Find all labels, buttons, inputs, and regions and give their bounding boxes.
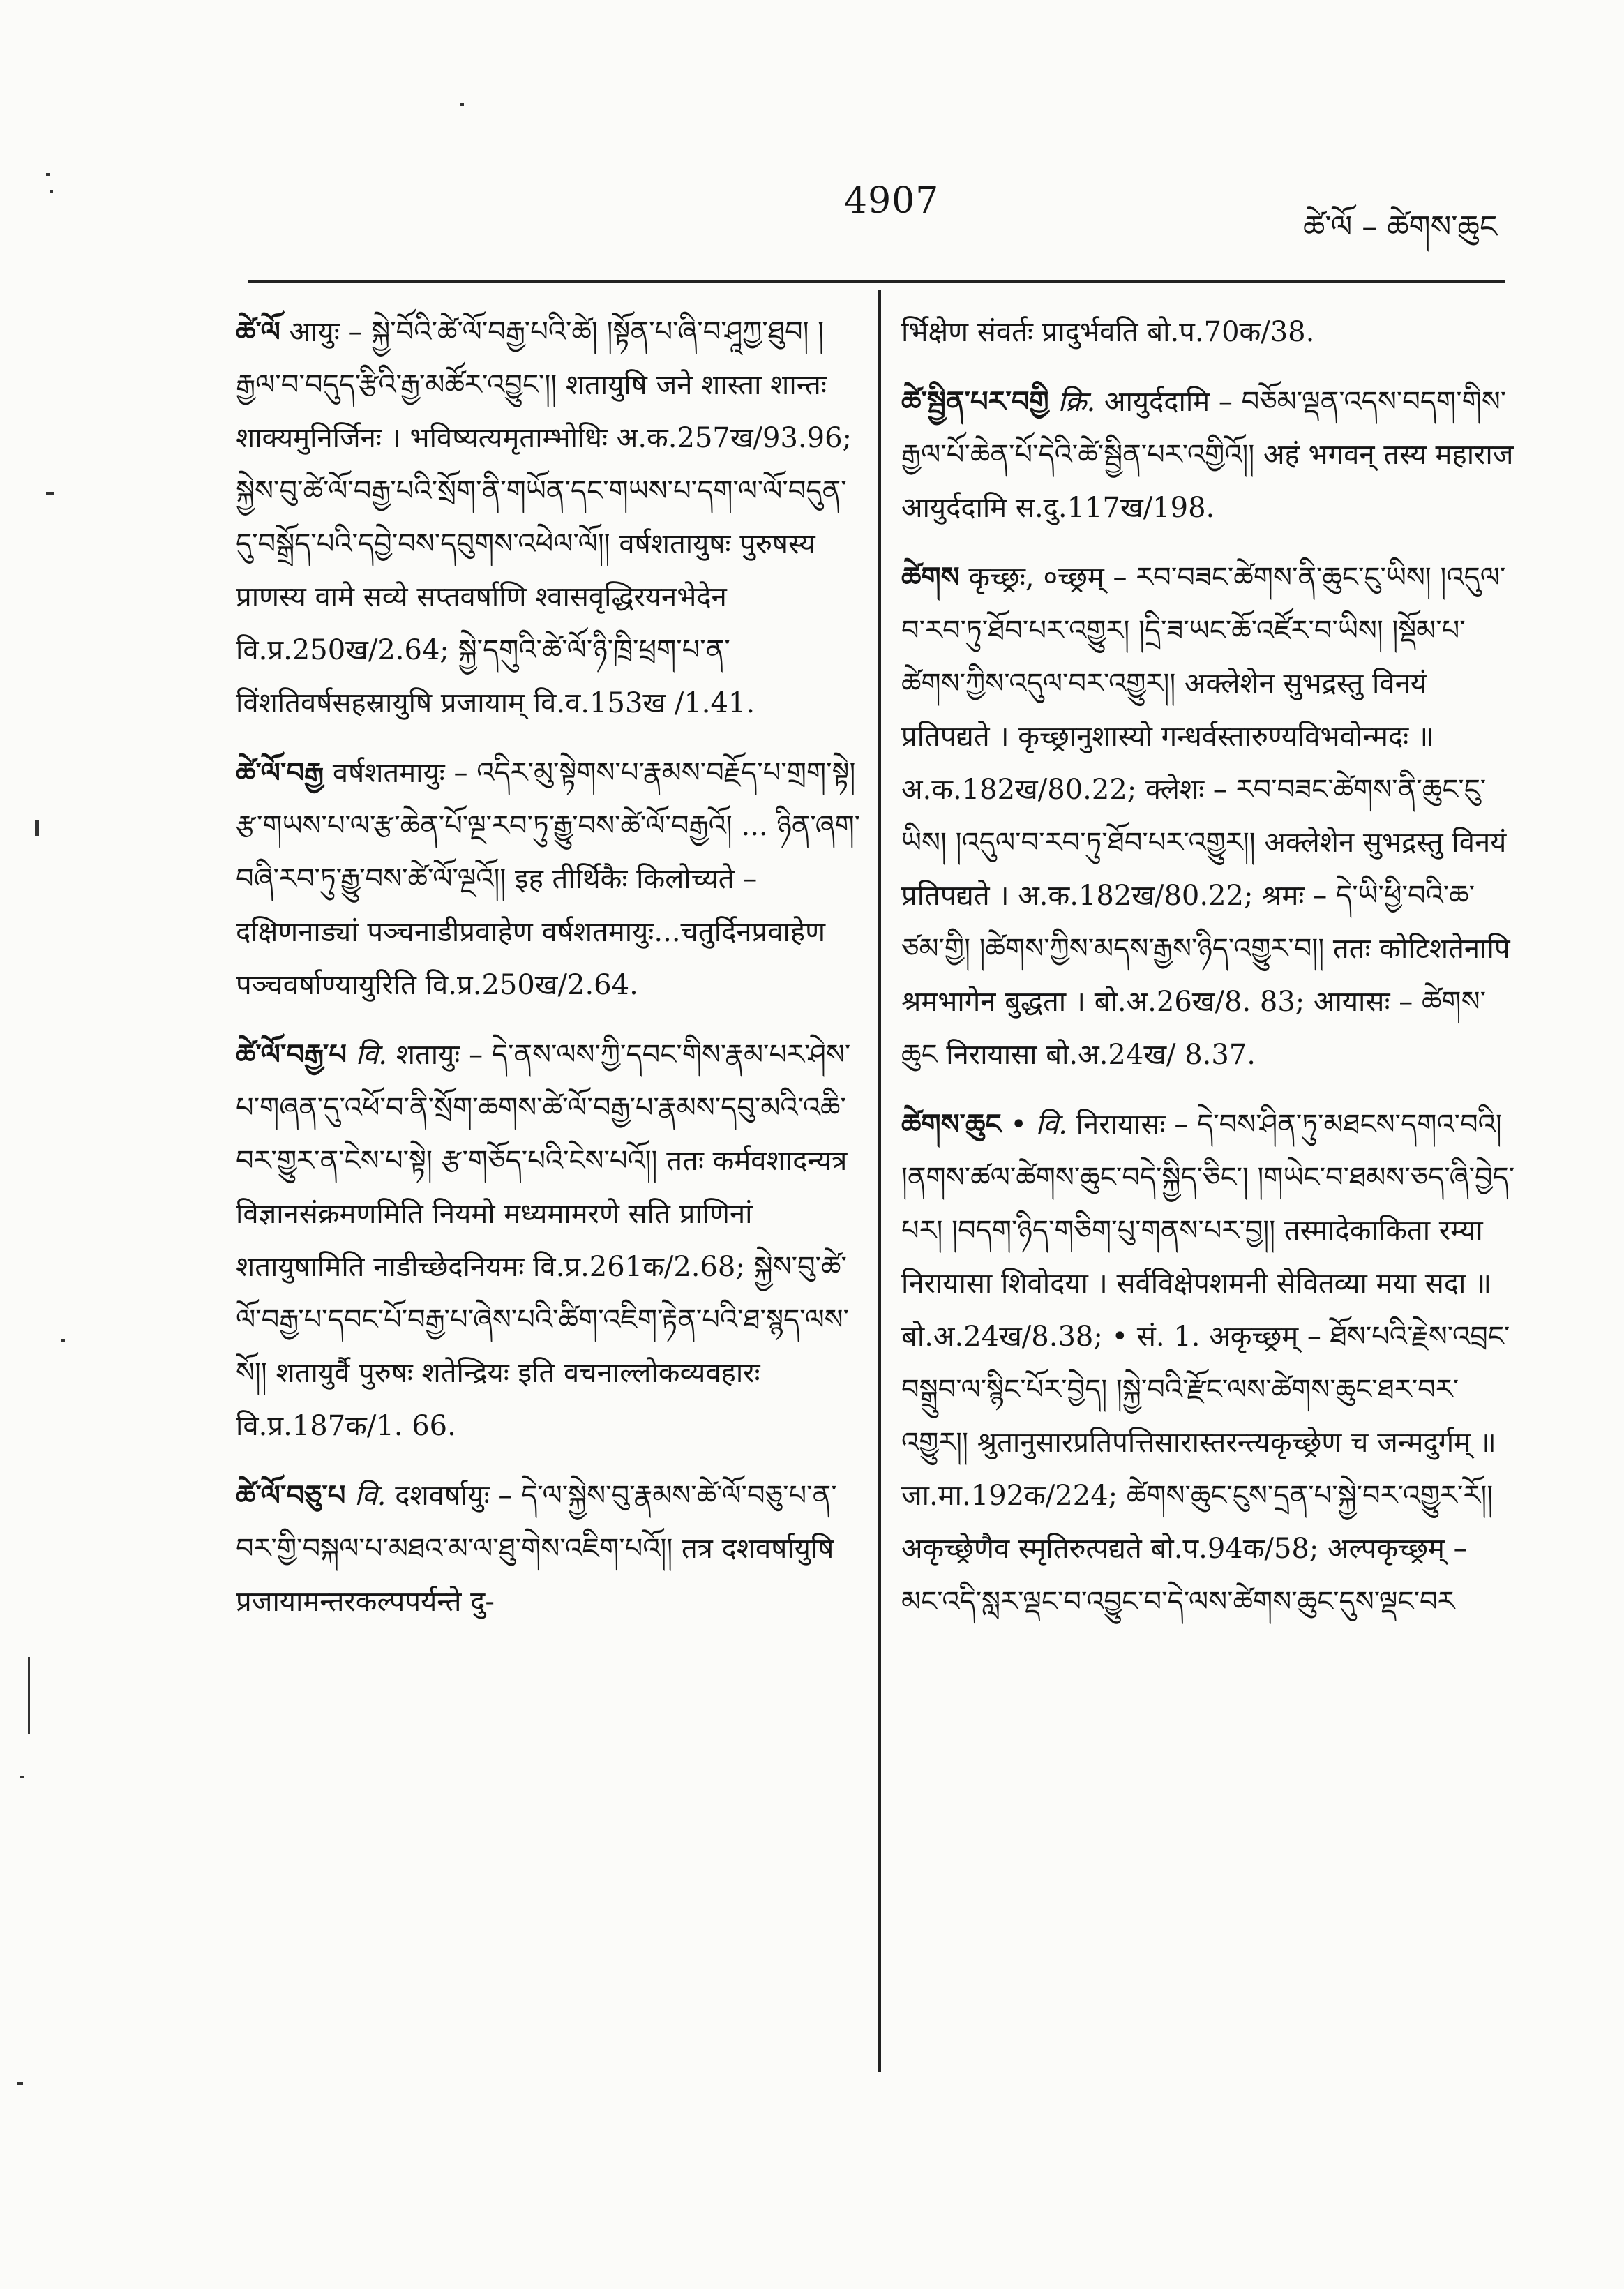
scan-mark: [28, 1657, 30, 1734]
headword: ཚེ་ལོ: [236, 315, 280, 348]
running-head: ཚེ་ལོ – ཚེགས་ཆུང: [1303, 209, 1498, 245]
grammar-label: वि.: [355, 1039, 388, 1071]
scan-mark: [46, 492, 54, 495]
page-number: 4907: [844, 180, 940, 222]
entry-text: निरायासः – དེ་བས་ཤིན་ཏུ་མཐངས་དགའ་བའི། །ནགས་ཚལ་ཚེགས་ཆུང་བདེ་སྐྱིད་ཅིང་། །གཡེང་བ་ཐམས་ཅད་ཞི་བྱེད་པར། །བདག་ཉིད་གཅིག་པུ་གནས་པར་བྱ།། तस्मादेकाकिता रम्या निरायासा शिवोदया । सर्वविक्षेपशमनी सेवितव्या मया सदा ॥ बो.अ.24ख/8.38; • सं. 1. अकृच्छ्रम् – ཐོས་པའི་རྗེས་འབྲང་བསྒྲུབ་ལ་སྙིང་པོར་བྱེད། །སྐྱེ་བའི་རྫོང་ལས་ཚེགས་ཆུང་ཐར་བར་འགྱུར།། श्रुतानुसारप्रतिपत्तिसारास्तरन्त्यकृच्छ्रेण च जन्मदुर्गम् ॥ जा.मा.192क/224; ཚེགས་ཆུང་ངུས་དྲན་པ་སྐྱེ་བར་འགྱུར་རོ།། अकृच्छ्रेणैव स्मृतिरुत्पद्यते बो.प.94क/58; अल्पकृच्छ्रम् – མང་འདི་སླར་ལྡང་བ་འབྱུང་བ་དེ་ལས་ཚེགས་ཆུང་དུས་ལྡང་བར: [901, 1109, 1515, 1618]
scan-mark: [460, 103, 464, 106]
grammar-label: वि.: [354, 1480, 386, 1512]
header-rule: [248, 280, 1505, 283]
dictionary-entry: [901, 1098, 1515, 1628]
dictionary-entry: [901, 306, 1515, 359]
dictionary-entry: [236, 1469, 864, 1628]
headword: ཚེ་ལོ་བཅུ་པ: [236, 1479, 346, 1512]
dictionary-entry: [901, 551, 1515, 1081]
scan-mark: [50, 190, 53, 193]
headword: ཚེགས་ཆུང: [901, 1108, 1002, 1141]
dictionary-entry: [236, 746, 864, 1012]
scan-mark: [17, 2082, 23, 2085]
entry-text: आयुर्ददामि – བཅོམ་ལྡན་འདས་བདག་གིས་རྒྱལ་པོ་ཆེན་པོ་དེའི་ཚེ་སྦྱིན་པར་འགྱིའོ།། अहं भगवन् तस्य महाराज आयुर्ददामि स.दु.117ख/198.: [901, 386, 1514, 524]
dictionary-entry: [236, 1028, 864, 1453]
entry-text: वर्षशतमायुः – འདིར་མུ་སྟེགས་པ་རྣམས་བརྗོད་པ་གྲག་སྟེ། རྩ་གཡས་པ་ལ་རྩ་ཆེན་པོ་ལྔ་རབ་ཏུ་རྒྱུ་བས་ཚེ་ལོ་བརྒྱའོ། ... ཉིན་ཞག་བཞི་རབ་ཏུ་རྒྱུ་བས་ཚེ་ལོ་ལྔའོ།། इह तीर्थिकैः किलोच्यते – दक्षिणनाड्यां पञ्चनाडीप्रवाहेण वर्षशतमायुः...चतुर्दिनप्रवाहेण पञ्चवर्षाण्यायुरिति वि.प्र.250ख/2.64.: [236, 757, 861, 1001]
headword: ཚེ་ལོ་བརྒྱ་པ: [236, 1038, 347, 1071]
headword: ཚེགས: [901, 561, 960, 594]
column-divider: [878, 290, 881, 2072]
dictionary-entry: [901, 375, 1515, 534]
entry-text: कृच्छ्रः, ०च्छ्रम् – རབ་བཟང་ཚེགས་ནི་ཆུང་ངུ་ཡིས། །འདུལ་བ་རབ་ཏུ་ཐོབ་པར་འགྱུར། །དྲི་ཟ་ཡང་ཆོ་འཛོར་བ་ཡིས། །སྡོམ་པ་ཚེགས་ཀྱིས་འདུལ་བར་འགྱུར།། अक्लेशेन सुभद्रस्तु विनयं प्रतिपद्यते । कृच्छ्रानुशास्यो गन्धर्वस्तारुण्यविभवोन्मदः ॥ अ.क.182ख/80.22; क्लेशः – རབ་བཟང་ཚེགས་ནི་ཆུང་ངུ་ཡིས། །འདུལ་བ་རབ་ཏུ་ཐོབ་པར་འགྱུར།། अक्लेशेन सुभद्रस्तु विनयं प्रतिपद्यते । अ.क.182ख/80.22; श्रमः – དེ་ཡི་ཕྱི་བའི་ཆ་ཙམ་གྱི། །ཚེགས་ཀྱིས་མདས་རྒྱས་ཉིད་འགྱུར་བ།། ततः कोटिशतेनापि श्रमभागेन बुद्धता । बो.अ.26ख/8. 83; आयासः – ཚེགས་ཆུང निरायासा बो.अ.24ख/ 8.37.: [901, 562, 1510, 1071]
scan-mark: [61, 1339, 65, 1342]
scan-mark: [46, 173, 50, 176]
grammar-label: क्रि.: [1058, 386, 1096, 418]
scan-mark: [35, 820, 39, 836]
headword: ཚེ་སྦྱིན་པར་བགྱི: [901, 385, 1049, 418]
entry-text: दशवर्षायुः – དེ་ལ་སྐྱེས་བུ་རྣམས་ཚེ་ལོ་བཅུ་པ་ན་བར་གྱི་བསྐལ་པ་མཐའ་མ་ལ་ཐུ་གེས་འཇིག་པའོ།། तत्र दशवर्षायुषि प्रजायामन्तरकल्पपर्यन्ते दु-: [236, 1480, 837, 1618]
entry-text: शतायुः – དེ་ནས་ལས་ཀྱི་དབང་གིས་རྣམ་པར་ཤེས་པ་གཞན་དུ་འཕོ་བ་ནི་སྲོག་ཆགས་ཚེ་ལོ་བརྒྱ་པ་རྣམས་དབུ་མའི་འཆི་བར་གྱུར་ན་ངེས་པ་སྟེ། རྩ་གཅོད་པའི་ངེས་པའོ།། ततः कर्मवशादन्यत्र विज्ञानसंक्रमणमिति नियमो मध्यमामरणे सति प्राणिनां शतायुषामिति नाडीच्छेदनियमः वि.प्र.261क/2.68; སྐྱེས་བུ་ཚེ་ལོ་བརྒྱ་པ་དབང་པོ་བརྒྱ་པ་ཞེས་པའི་ཚིག་འཇིག་རྟེན་པའི་ཐ་སྙད་ལས་སོ།། शतायुर्वै पुरुषः शतेन्द्रियः इति वचनाल्लोकव्यवहारः वि.प्र.187क/1. 66.: [236, 1039, 851, 1442]
scan-mark: [20, 1776, 24, 1778]
grammar-label: • वि.: [1010, 1109, 1067, 1141]
dictionary-entry: [236, 306, 864, 730]
right-column: [901, 306, 1515, 1645]
headword: ཚེ་ལོ་བརྒྱ: [236, 756, 324, 789]
left-column: [236, 306, 864, 1645]
entry-text: र्भिक्षेण संवर्तः प्रादुर्भवति बो.प.70क/38.: [901, 316, 1315, 348]
entry-text: आयुः – སྐྱེ་བོའི་ཚེ་ལོ་བརྒྱ་པའི་ཚེ། །སྟོན་པ་ཞི་བ་ཤཱཀྱ་ཐུབ། །རྒྱལ་བ་བདུད་རྩིའི་རྒྱ་མཚོར་འབྱུང་།། शतायुषि जने शास्ता शान्तः शाक्यमुनिर्जिनः । भविष्यत्यमृताम्भोधिः अ.क.257ख/93.96; སྐྱེས་བུ་ཚེ་ལོ་བརྒྱ་པའི་སྲོག་ནི་གཡོན་དང་གཡས་པ་དག་ལ་ལོ་བདུན་དུ་བསྒྲོད་པའི་དབྱེ་བས་དབུགས་འཕེལ་ལོ།། वर्षशतायुषः पुरुषस्य प्राणस्य वामे सव्ये सप्तवर्षाणि श्वासवृद्धिरयनभेदेन वि.प्र.250ख/2.64; སྐྱེ་དགུའི་ཚེ་ལོ་ཉི་ཁྲི་ཕྲག་པ་ན་ विंशतिवर्षसहस्रायुषि प्रजायाम् वि.व.153ख /1.41.: [236, 316, 852, 719]
